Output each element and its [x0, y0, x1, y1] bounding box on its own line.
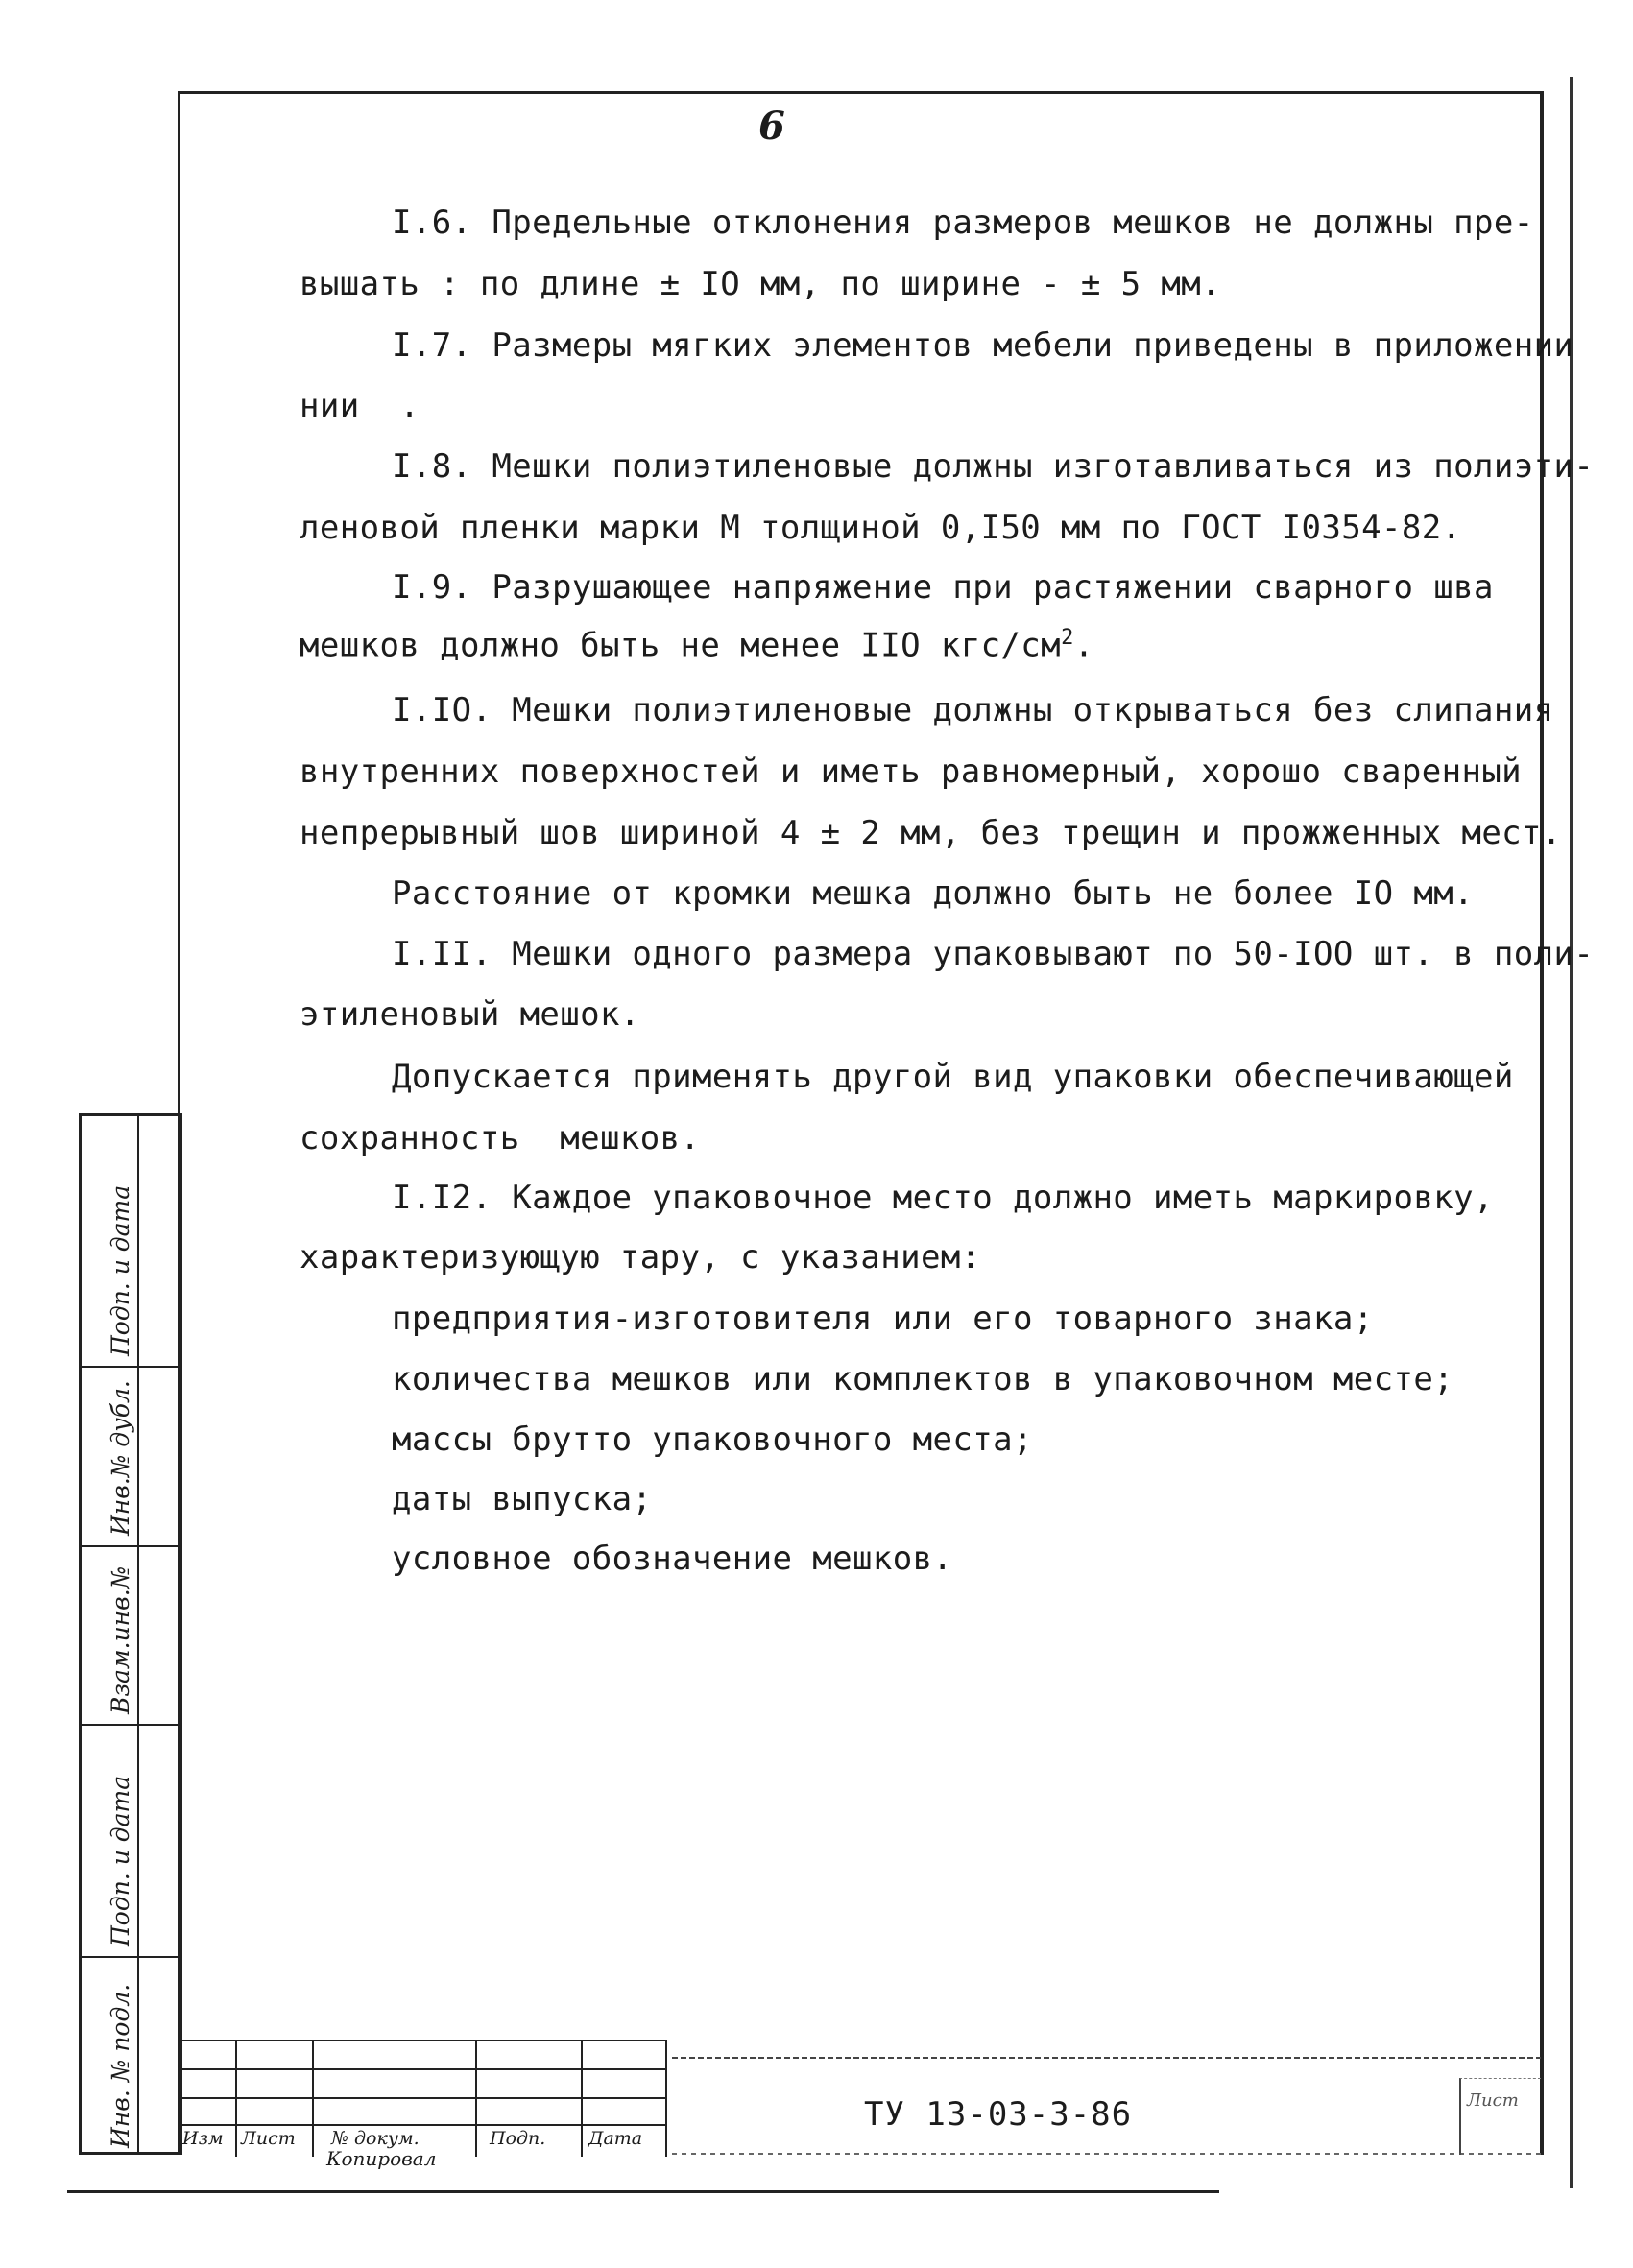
sheet-label: Лист — [1467, 2090, 1519, 2111]
title-block-label: Дата — [588, 2128, 643, 2149]
title-block-label: Лист — [241, 2128, 296, 2149]
title-block-rule — [178, 2068, 667, 2070]
text-line: леновой пленки марки М толщиной 0,I50 мм по ГОСТ I0354-82. — [300, 509, 1462, 547]
title-block-label: Изм — [182, 2128, 224, 2149]
title-block-rule — [178, 2097, 667, 2099]
text-line: внутренних поверхностей и иметь равномерный, хорошо сваренный — [300, 752, 1523, 791]
page-number: 6 — [758, 104, 785, 149]
sheet-cell — [1459, 2078, 1541, 2155]
stamp-label: Подп. и дата — [107, 1775, 134, 1946]
stamp-label: Взам.инв.№ — [107, 1565, 134, 1714]
title-block-rule — [235, 2040, 237, 2157]
text-segment: . — [1073, 626, 1094, 665]
title-block-rule — [672, 2153, 1541, 2155]
text-line: сохранность мешков. — [300, 1119, 701, 1158]
text-line: I.II. Мешки одного размера упаковывают по 50-IOO шт. в поли- — [392, 935, 1595, 973]
text-segment: мешков должно быть не менее IIO кгс/см — [300, 626, 1062, 665]
text-line: Допускается применять другой вид упаковки обеспечивающей — [392, 1058, 1514, 1096]
title-block-rule — [312, 2040, 314, 2157]
stamp-divider — [137, 1116, 139, 2152]
title-block-label: № докум. — [331, 2128, 420, 2149]
text-line: I.6. Предельные отклонения размеров мешков не должны пре- — [392, 203, 1534, 242]
document-code: ТУ 13-03-3-86 — [864, 2095, 1133, 2134]
bottom-border-line — [67, 2190, 1219, 2193]
list-item: предприятия-изготовителя или его товарного знака; — [392, 1300, 1374, 1338]
list-item: условное обозначение мешков. — [392, 1540, 953, 1578]
stamp-label: Подп. и дата — [107, 1184, 134, 1356]
text-line: характеризующую тару, с указанием: — [300, 1238, 981, 1277]
text-line: вышать : по длине ± IO мм, по ширине - ± 5 мм. — [300, 265, 1222, 303]
list-item: количества мешков или комплектов в упаковочном месте; — [392, 1360, 1454, 1398]
text-line: I.8. Мешки полиэтиленовые должны изготавливаться из полиэти- — [392, 447, 1595, 486]
title-block-rule — [672, 2057, 1541, 2059]
list-item: даты выпуска; — [392, 1480, 653, 1518]
stamp-label: Инв.№ дубл. — [107, 1380, 134, 1536]
text-line: I.I2. Каждое упаковочное место должно иметь маркировку, — [392, 1179, 1494, 1217]
stamp-divider — [82, 1366, 180, 1368]
text-line: I.9. Разрушающее напряжение при растяжении сварного шва — [392, 568, 1494, 607]
text-line: нии . — [300, 387, 420, 425]
text-line: Расстояние от кромки мешка должно быть не более IO мм. — [392, 874, 1474, 913]
title-block-rule — [475, 2040, 477, 2157]
title-block-rule — [665, 2040, 667, 2157]
stamp-divider — [82, 1545, 180, 1547]
stamp-label: Инв. № подл. — [107, 1983, 134, 2148]
copied-by-label: Копировал — [326, 2147, 437, 2170]
title-block-rule — [581, 2040, 583, 2157]
stamp-divider — [82, 1956, 180, 1958]
title-block — [178, 2040, 667, 2157]
superscript: 2 — [1061, 626, 1074, 650]
text-line: I.IO. Мешки полиэтиленовые должны открываться без слипания — [392, 691, 1554, 729]
text-line: этиленовый мешок. — [300, 995, 640, 1034]
binding-stamp — [79, 1113, 182, 2155]
text-line — [300, 626, 1094, 664]
outer-border-line — [1570, 77, 1573, 2188]
stamp-divider — [82, 1724, 180, 1726]
text-line: непрерывный шов шириной 4 ± 2 мм, без трещин и прожженных мест. — [300, 814, 1562, 852]
text-line: I.7. Размеры мягких элементов мебели приведены в приложении — [392, 326, 1574, 365]
title-block-label: Подп. — [490, 2128, 546, 2149]
list-item: массы брутто упаковочного места; — [392, 1420, 1033, 1459]
title-block-rule — [178, 2040, 667, 2041]
title-block-rule — [178, 2124, 667, 2126]
